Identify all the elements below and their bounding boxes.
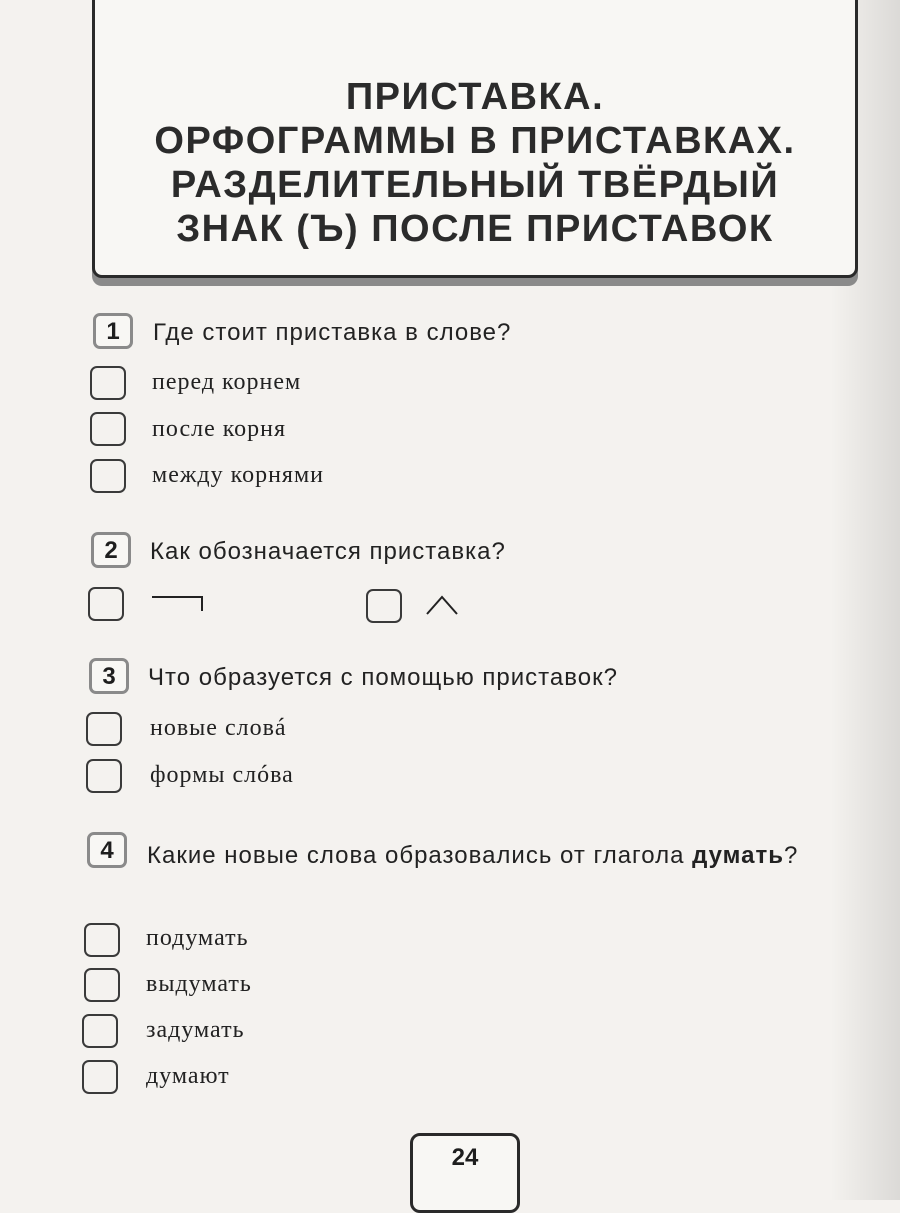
question-text-1: Где стоит приставка в слове?: [153, 319, 512, 346]
question-text-2: Как обозначается приставка?: [150, 538, 506, 565]
title-line-1: ПРИСТАВКА.: [345, 76, 605, 118]
question-number-2: 2: [91, 532, 131, 568]
option-label-q4-3: задумать: [146, 1017, 245, 1043]
question-number-4: 4: [87, 832, 127, 868]
checkbox-q4-option-3[interactable]: [82, 1014, 118, 1048]
checkbox-q1-option-3[interactable]: [90, 459, 126, 493]
title-box: [92, 0, 858, 278]
question-text-4: [147, 840, 867, 872]
checkbox-q4-option-2[interactable]: [84, 968, 120, 1002]
root-arc-symbol-icon: [425, 594, 461, 616]
option-label-q3-2: формы слóва: [150, 762, 294, 788]
title-line-4: ЗНАК (Ъ) ПОСЛЕ ПРИСТАВОК: [176, 208, 774, 250]
option-label-q1-2: после корня: [152, 416, 287, 442]
question-text-4-end: ?: [783, 842, 799, 869]
title-line-2: ОРФОГРАММЫ В ПРИСТАВКАХ.: [154, 120, 796, 162]
option-label-q1-3: между корнями: [152, 462, 324, 488]
option-label-q4-1: подумать: [146, 925, 249, 951]
question-text-3: Что образуется с помощью приставок?: [148, 664, 618, 691]
option-label-q3-1: новые словá: [150, 715, 287, 741]
checkbox-q4-option-1[interactable]: [84, 923, 120, 957]
page-number: 24: [410, 1133, 520, 1213]
checkbox-q1-option-1[interactable]: [90, 366, 126, 400]
checkbox-q4-option-4[interactable]: [82, 1060, 118, 1094]
checkbox-q1-option-2[interactable]: [90, 412, 126, 446]
option-label-q1-1: перед корнем: [152, 369, 302, 395]
title-line-3: РАЗДЕЛИТЕЛЬНЫЙ ТВЁРДЫЙ: [170, 164, 780, 206]
checkbox-q3-option-1[interactable]: [86, 712, 122, 746]
question-text-4-main: Какие новые слова образовались от глагола: [147, 842, 685, 869]
question-number-1: 1: [93, 313, 133, 349]
checkbox-q3-option-2[interactable]: [86, 759, 122, 793]
option-label-q4-2: выдумать: [146, 971, 252, 997]
question-number-3: 3: [89, 658, 129, 694]
checkbox-q2-option-2[interactable]: [366, 589, 402, 623]
option-label-q4-4: думают: [146, 1063, 230, 1089]
prefix-symbol-icon: [150, 595, 206, 615]
question-text-4-bold-word: думать: [692, 842, 784, 869]
checkbox-q2-option-1[interactable]: [88, 587, 124, 621]
